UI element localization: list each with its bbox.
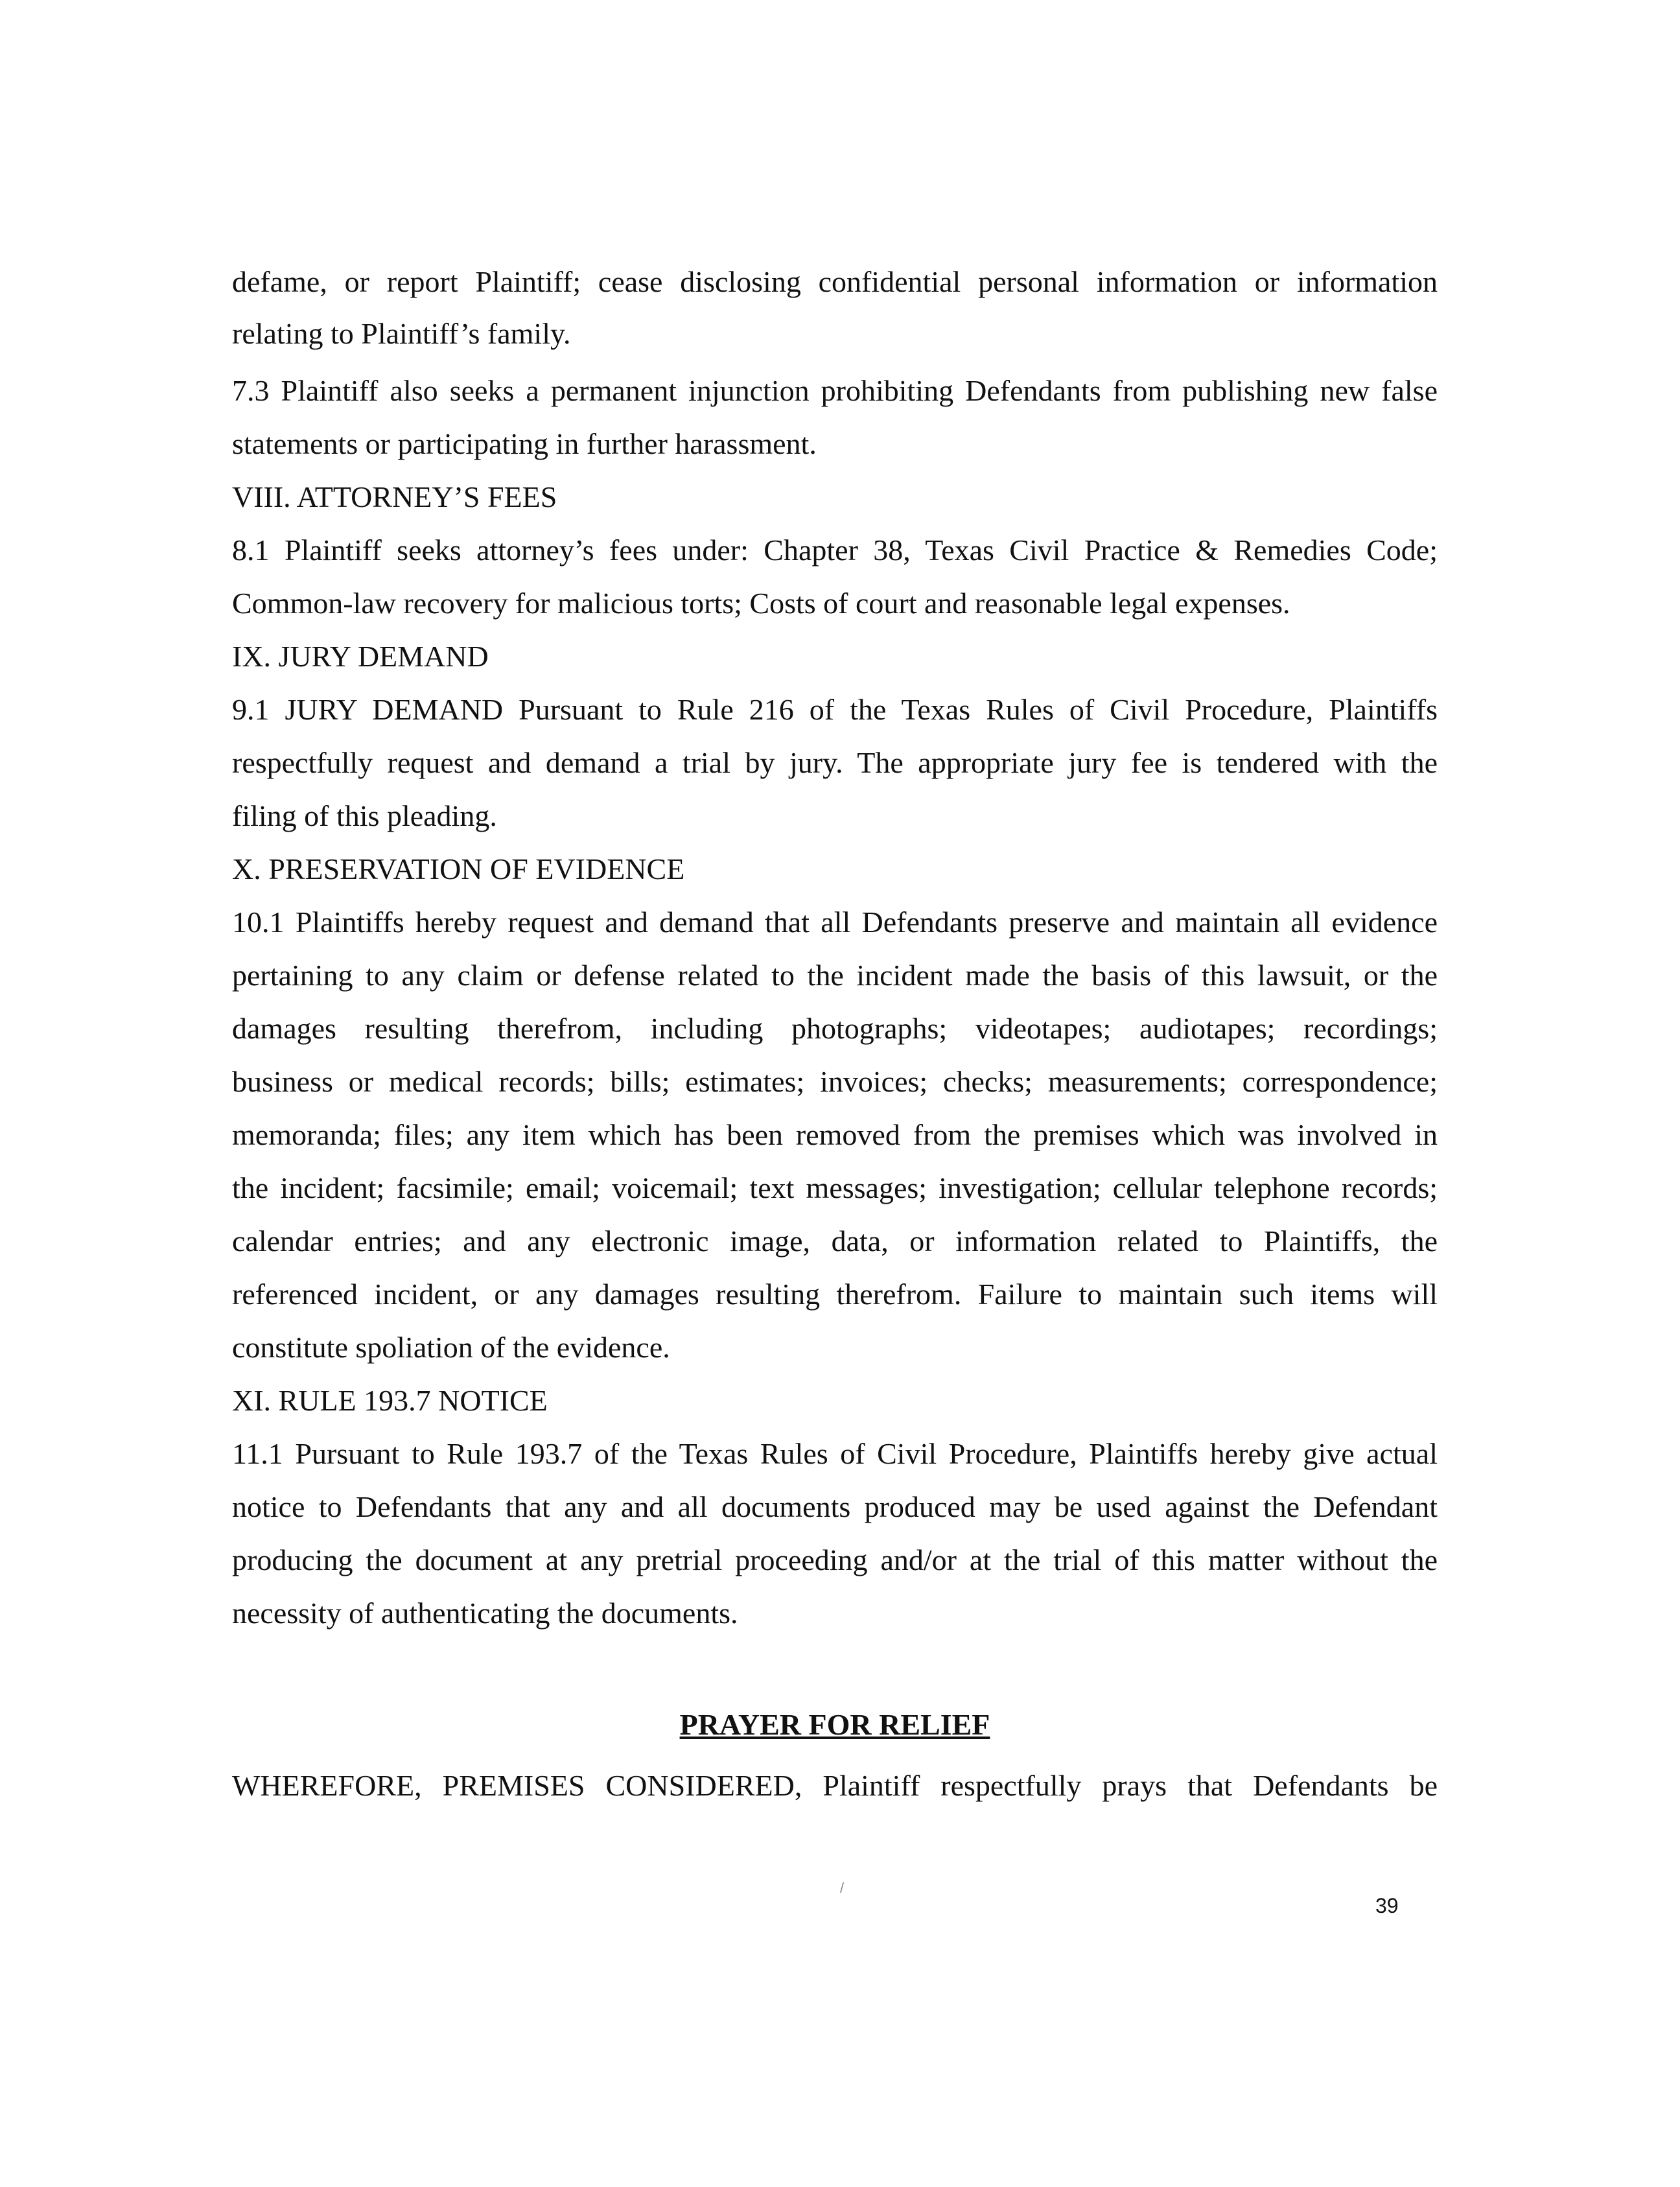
- body-text-line: 11.1 Pursuant to Rule 193.7 of the Texas Rules of Civil Procedure, Plaintiffs hereby give actual: [232, 1437, 1438, 1470]
- body-text-line: referenced incident, or any damages resulting therefrom. Failure to maintain such items will: [232, 1278, 1438, 1311]
- body-text-line: business or medical records; bills; estimates; invoices; checks; measurements; correspondence;: [232, 1065, 1438, 1098]
- body-text-line: constitute spoliation of the evidence.: [232, 1331, 670, 1364]
- section-heading-preservation-of-evidence: X. PRESERVATION OF EVIDENCE: [232, 852, 685, 885]
- prayer-text-line: WHEREFORE, PREMISES CONSIDERED, Plaintiff respectfully prays that Defendants be: [232, 1769, 1438, 1802]
- body-text-line: damages resulting therefrom, including photographs; videotapes; audiotapes; recordings;: [232, 1012, 1438, 1045]
- page-number: 39: [1375, 1894, 1399, 1917]
- stray-scan-mark: /: [840, 1880, 845, 1896]
- body-text-line: 9.1 JURY DEMAND Pursuant to Rule 216 of the Texas Rules of Civil Procedure, Plaintiffs: [232, 693, 1438, 726]
- body-text-line: 10.1 Plaintiffs hereby request and demand that all Defendants preserve and maintain all evidence: [232, 906, 1438, 939]
- section-heading-jury-demand: IX. JURY DEMAND: [232, 640, 489, 673]
- section-heading-attorneys-fees: VIII. ATTORNEY’S FEES: [232, 480, 557, 513]
- body-text-line: defame, or report Plaintiff; cease disclosing confidential personal information or information: [232, 265, 1438, 298]
- body-text-line: statements or participating in further harassment.: [232, 427, 817, 460]
- body-text-line: memoranda; files; any item which has been removed from the premises which was involved in: [232, 1118, 1438, 1151]
- body-text-line: relating to Plaintiff’s family.: [232, 317, 571, 350]
- body-text-line: notice to Defendants that any and all documents produced may be used against the Defendant: [232, 1490, 1438, 1523]
- prayer-for-relief-heading: PRAYER FOR RELIEF: [679, 1708, 990, 1741]
- body-text-line: the incident; facsimile; email; voicemail; text messages; investigation; cellular telephone records;: [232, 1171, 1438, 1204]
- body-text-line: respectfully request and demand a trial by jury. The appropriate jury fee is tendered with the: [232, 746, 1438, 779]
- body-text-line: 8.1 Plaintiff seeks attorney’s fees under: Chapter 38, Texas Civil Practice & Remedies Code;: [232, 533, 1438, 567]
- body-text-line: 7.3 Plaintiff also seeks a permanent injunction prohibiting Defendants from publishing new false: [232, 374, 1438, 407]
- body-text-line: Common-law recovery for malicious torts; Costs of court and reasonable legal expenses.: [232, 587, 1290, 620]
- body-text-line: necessity of authenticating the documents.: [232, 1596, 738, 1630]
- section-heading-rule-193-7-notice: XI. RULE 193.7 NOTICE: [232, 1384, 548, 1417]
- body-text-line: filing of this pleading.: [232, 799, 497, 832]
- body-text-line: producing the document at any pretrial proceeding and/or at the trial of this matter without the: [232, 1543, 1438, 1576]
- body-text-line: pertaining to any claim or defense related to the incident made the basis of this lawsuit, or the: [232, 959, 1438, 992]
- body-text-line: calendar entries; and any electronic image, data, or information related to Plaintiffs, the: [232, 1224, 1438, 1257]
